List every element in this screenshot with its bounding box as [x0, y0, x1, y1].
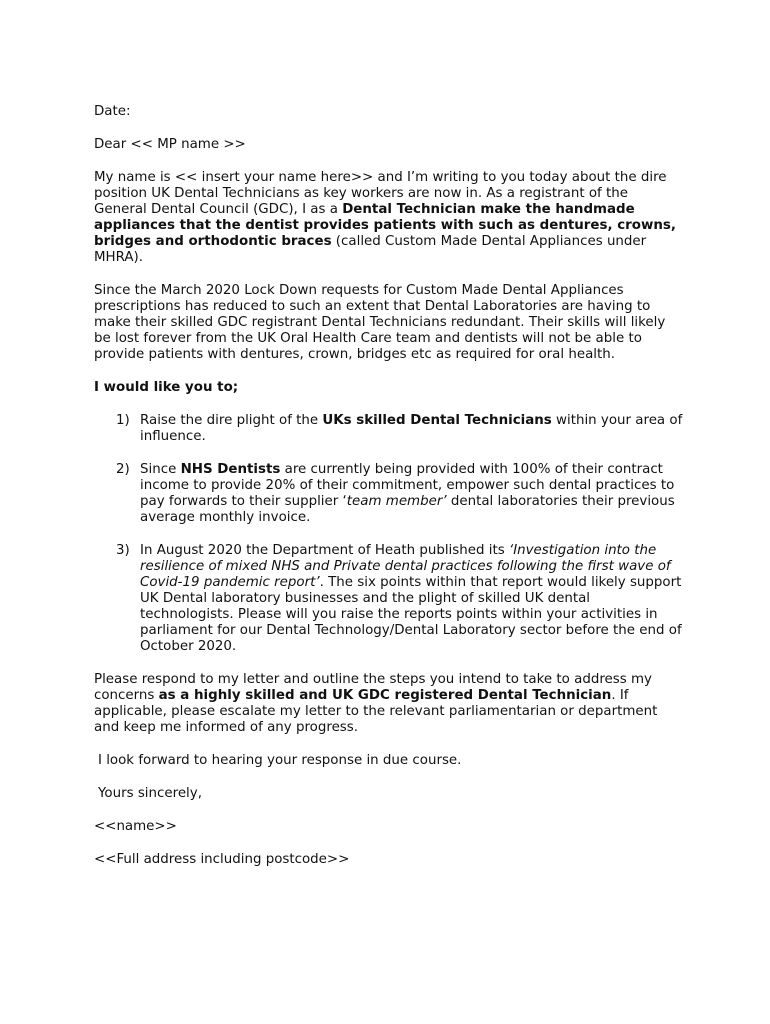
list-item-text-end: . The six points within that report would likely support UK Dental laboratory businesses and the plight of skilled UK dental technologists. Please will you raise the reports points within your activities in parliament for our Dental Technology/Dental Laboratory sector before the end of October 2020. — [140, 575, 682, 654]
response-paragraph — [94, 672, 684, 736]
request-list — [94, 413, 684, 655]
name-placeholder: <<name>> — [94, 819, 177, 834]
list-number: 2) — [116, 462, 130, 477]
response-text: Please respond to my letter and outline the steps you intend to take to address my concerns — [94, 672, 652, 703]
letter-body — [94, 104, 684, 885]
response-text-end: . If applicable, please escalate my letter to the relevant parliamentarian or department and keep me informed of any progress. — [94, 688, 658, 735]
list-item-italic-text: ‘Investigation into the resilience of mixed NHS and Private dental practices following the first wave of Covid-19 pandemic report’ — [140, 543, 671, 590]
list-item-text: Raise the dire plight of the — [140, 413, 323, 428]
salutation: Dear << MP name >> — [94, 137, 246, 152]
list-item — [94, 413, 684, 445]
list-item-bold-text: UKs skilled Dental Technicians — [322, 413, 552, 428]
request-heading-text: I would like you to; — [94, 380, 239, 395]
list-item-text-end: within your area of influence. — [140, 413, 683, 444]
list-item-text-mid: are currently being provided with 100% of their contract income to provide 20% of their commitment, empower such dental practices to pay forwards to their supplier ‘ — [140, 462, 675, 509]
list-number: 3) — [116, 543, 130, 558]
list-item-bold-text: NHS Dentists — [180, 462, 281, 477]
request-heading — [94, 380, 684, 396]
response-bold-text: as a highly skilled and UK GDC registered Dental Technician — [158, 688, 612, 703]
date-line: Date: — [94, 104, 131, 119]
list-item — [94, 543, 684, 655]
sign-off: Yours sincerely, — [98, 786, 202, 801]
list-item — [94, 462, 684, 526]
intro-text: My name is << insert your name here>> and I’m writing to you today about the dire position UK Dental Technicians as key workers are now in. As a registrant of the General Dental Council (GDC), I as a — [94, 170, 667, 217]
list-number: 1) — [116, 413, 130, 428]
lockdown-paragraph: Since the March 2020 Lock Down requests for Custom Made Dental Appliances prescriptions has reduced to such an extent that Dental Laboratories are having to make their skilled GDC registrant Dental Technicians redundant. Their skills will likely be lost forever from the UK Oral Health Care team and dentists will not be able to provide patients with dentures, crown, bridges etc as required for oral health. — [94, 283, 666, 362]
list-item-italic-text: team member’ — [346, 494, 447, 509]
intro-bold-text: Dental Technician make the handmade appliances that the dentist provides patients with such as dentures, crowns, bridges and orthodontic braces — [94, 202, 676, 249]
list-item-text-end: dental laboratories their previous average monthly invoice. — [140, 494, 675, 525]
intro-paragraph — [94, 170, 684, 266]
list-item-text: Since — [140, 462, 181, 477]
closing-line: I look forward to hearing your response in due course. — [98, 753, 462, 768]
address-placeholder: <<Full address including postcode>> — [94, 852, 350, 867]
list-item-text: In August 2020 the Department of Heath published its — [140, 543, 509, 558]
intro-text-end: (called Custom Made Dental Appliances under MHRA). — [94, 234, 647, 265]
